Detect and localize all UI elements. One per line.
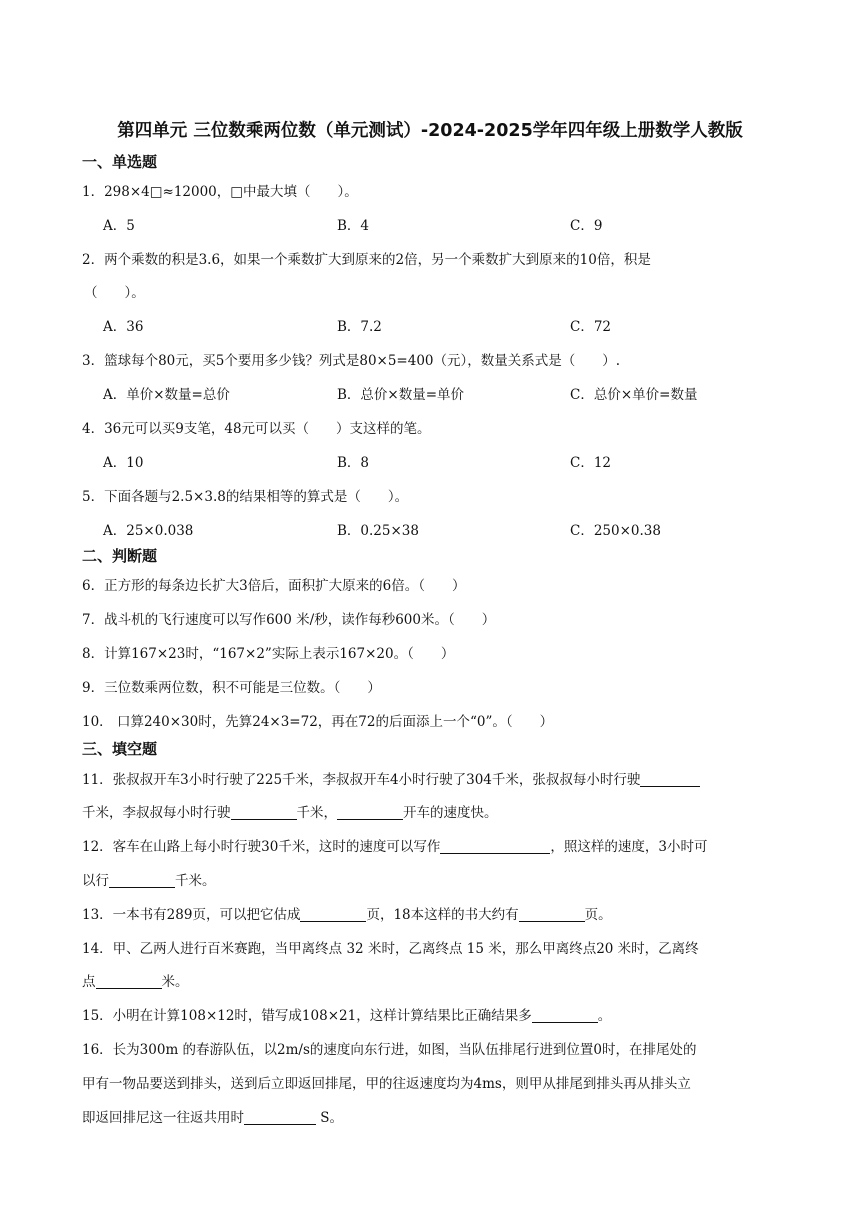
question-4: 4．36元可以买9支笔，48元可以买（ ）支这样的笔。	[82, 421, 431, 437]
answer-blank[interactable]	[440, 839, 550, 854]
question-12-line-2	[82, 869, 812, 889]
section-heading-fill-in: 三、填空题	[82, 740, 158, 758]
question-14-text-c: 米。	[161, 974, 189, 990]
question-3-option-c: C．总价×单价=数量	[570, 387, 698, 403]
question-5: 5．下面各题与2.5×3.8的结果相等的算式是（ ）。	[82, 489, 409, 505]
answer-blank[interactable]	[109, 873, 175, 888]
question-5-option-c: C．250×0.38	[570, 523, 661, 539]
question-7: 7．战斗机的飞行速度可以写作600 米/秒，读作每秒600米。（ ）	[82, 612, 496, 628]
question-1-option-b: B．4	[337, 218, 370, 234]
question-8: 8．计算167×23时，“167×2”实际上表示167×20。（ ）	[82, 646, 455, 662]
question-16-text-b: S。	[316, 1110, 344, 1126]
section-heading-true-false: 二、判断题	[82, 547, 158, 565]
worksheet-title: 第四单元 三位数乘两位数（单元测试）-2024-2025学年四年级上册数学人教版	[117, 121, 743, 141]
question-16-text-a: 即返回排尼这一往返共用时	[82, 1110, 244, 1126]
question-16-line-1: 16．长为300m 的春游队伍，以2m/s的速度向东行进，如图，当队伍排尾行进到位置0时，在排尾处的	[82, 1042, 697, 1058]
question-16-line-3	[82, 1106, 812, 1126]
answer-blank[interactable]	[231, 805, 297, 820]
question-2-option-b: B．7.2	[337, 319, 382, 335]
question-12-text-c: 以行	[82, 873, 109, 889]
question-4-option-b: B．8	[337, 455, 370, 471]
question-5-option-b: B．0.25×38	[337, 523, 419, 539]
question-2-line-1: 2．两个乘数的积是3.6，如果一个乘数扩大到原来的2倍，另一个乘数扩大到原来的10倍，积是	[82, 252, 651, 268]
question-12-text-d: 千米。	[175, 873, 216, 889]
question-15-text-b: 。	[597, 1008, 612, 1024]
answer-blank[interactable]	[300, 907, 366, 922]
question-10: 10． 口算240×30时，先算24×3=72，再在72的后面添上一个“0”。（ ）	[82, 714, 554, 730]
question-16-line-2: 甲有一物品要送到排头，送到后立即返回排尾，甲的往返速度均为4ms，则甲从排尾到排头再从排头立	[82, 1076, 691, 1092]
question-2-line-2: （ ）。	[84, 285, 145, 301]
question-4-option-c: C．12	[570, 455, 612, 471]
question-3-option-b: B．总价×数量=单价	[337, 387, 465, 403]
answer-blank[interactable]	[337, 805, 403, 820]
question-11-line-2	[82, 801, 812, 821]
question-11-text-c: 千米，	[296, 805, 337, 821]
question-11-text-a: 11．张叔叔开车3小时行驶了225千米，李叔叔开车4小时行驶了304千米，张叔叔每小时行驶	[82, 772, 641, 788]
question-2-option-c: C．72	[570, 319, 612, 335]
question-5-option-a: A．25×0.038	[103, 523, 194, 539]
question-1: 1．298×4□≈12000，□中最大填（ ）。	[82, 184, 358, 200]
question-13-text-a: 13．一本书有289页，可以把它估成	[82, 907, 301, 923]
question-11-line-1	[82, 768, 812, 788]
question-14-line-2	[82, 970, 812, 990]
question-2-option-a: A．36	[103, 319, 144, 335]
question-14-line-1: 14．甲、乙两人进行百米赛跑，当甲离终点 32 米时，乙离终点 15 米，那么甲离终点20 米时，乙离终	[82, 941, 699, 957]
answer-blank[interactable]	[640, 772, 700, 787]
question-1-option-a: A．5	[103, 218, 135, 234]
question-4-option-a: A．10	[103, 455, 144, 471]
answer-blank[interactable]	[519, 907, 585, 922]
answer-blank[interactable]	[532, 1008, 598, 1023]
question-13	[82, 903, 812, 923]
section-heading-single-choice: 一、单选题	[82, 153, 158, 171]
question-15-text-a: 15．小明在计算108×12时，错写成108×21，这样计算结果比正确结果多	[82, 1008, 532, 1024]
question-11-text-b: 千米，李叔叔每小时行驶	[82, 805, 231, 821]
question-12-text-a: 12．客车在山路上每小时行驶30千米，这时的速度可以写作	[82, 839, 441, 855]
question-13-text-b: 页，18本这样的书大约有	[366, 907, 519, 923]
answer-blank[interactable]	[244, 1110, 316, 1125]
question-15	[82, 1004, 812, 1024]
question-14-text-b: 点	[82, 974, 96, 990]
answer-blank[interactable]	[96, 974, 162, 989]
question-12-text-b: ，照这样的速度，3小时可	[550, 839, 708, 855]
question-11-text-d: 开车的速度快。	[403, 805, 498, 821]
question-1-option-c: C．9	[570, 218, 603, 234]
question-9: 9．三位数乘两位数，积不可能是三位数。（ ）	[82, 680, 381, 696]
question-3: 3．篮球每个80元，买5个要用多少钱？列式是80×5=400（元），数量关系式是（ ）.	[82, 353, 621, 369]
question-13-text-c: 页。	[584, 907, 612, 923]
question-6: 6．正方形的每条边长扩大3倍后，面积扩大原来的6倍。（ ）	[82, 578, 466, 594]
question-3-option-a: A．单价×数量=总价	[103, 387, 230, 403]
question-12-line-1	[82, 835, 812, 855]
